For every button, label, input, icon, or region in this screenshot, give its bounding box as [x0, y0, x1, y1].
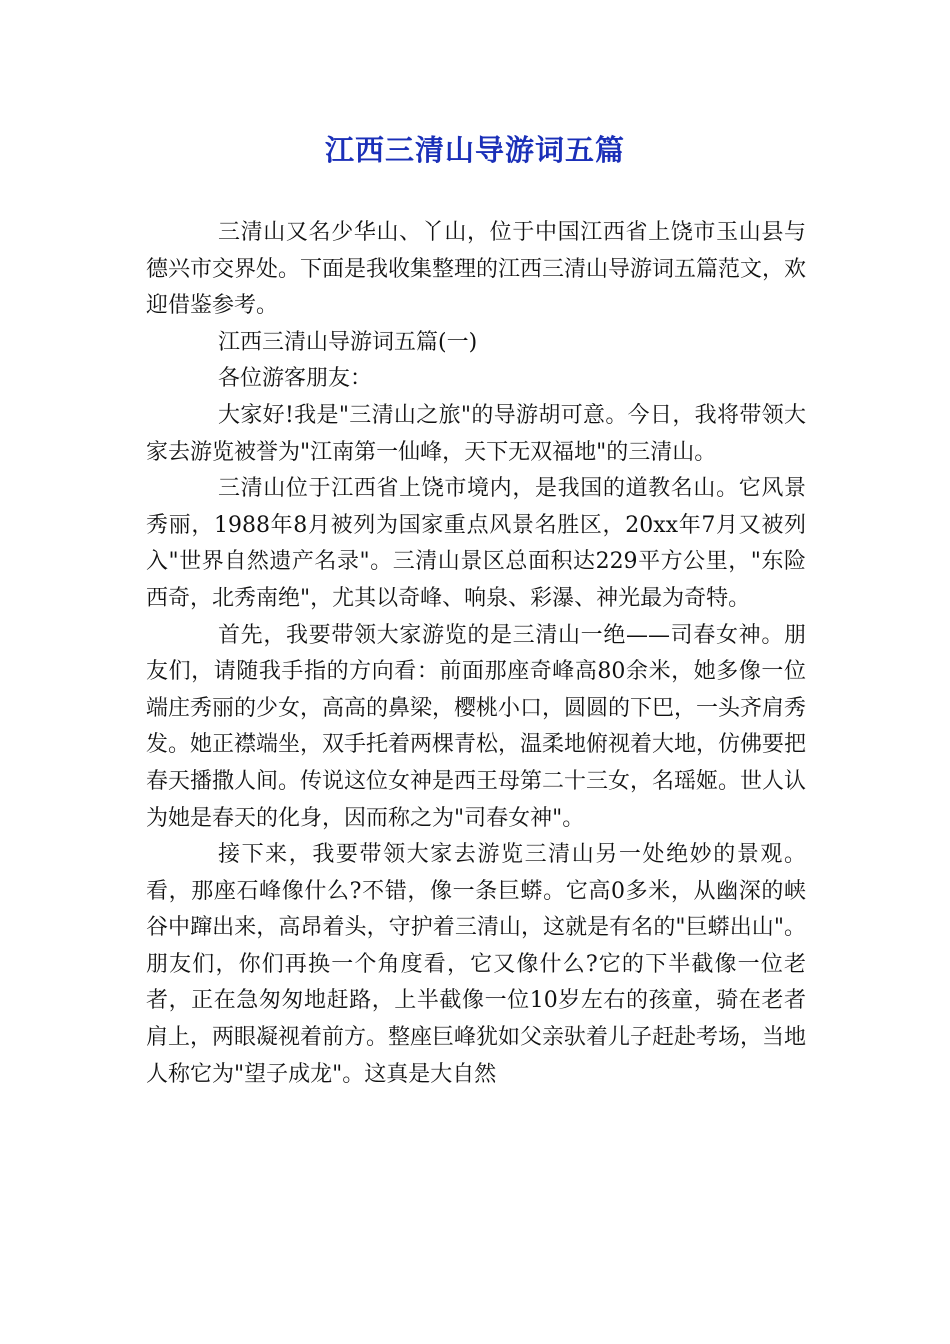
paragraph: 江西三清山导游词五篇(一)	[218, 329, 478, 355]
paragraph: 大家好!我是"三清山之旅"的导游胡可意。今日，我将带领大家去游览被誉为"江南第一仙峰，天下无双福地"的三清山。	[146, 402, 806, 465]
document-title: 江西三清山导游词五篇	[324, 133, 625, 167]
paragraph: 三清山位于江西省上饶市境内，是我国的道教名山。它风景秀丽，1988年8月被列为国家重点风景名胜区，20xx年7月又被列入"世界自然遗产名录"。三清山景区总面积达229平方公里，"东险西奇，北秀南绝"，尤其以奇峰、响泉、彩瀑、神光最为奇特。	[146, 476, 806, 611]
paragraph: 接下来，我要带领大家去游览三清山另一处绝妙的景观。看，那座石峰像什么?不错，像一条巨蟒。它高0多米，从幽深的峡谷中蹿出来，高昂着头，守护着三清山，这就是有名的"巨蟒出山"。朋友们，你们再换一个角度看，它又像什么?它的下半截像一位老者，正在急匆匆地赶路，上半截像一位10岁左右的孩童，骑在老者肩上，两眼凝视着前方。整座巨峰犹如父亲驮着儿子赶赴考场，当地人称它为"望子成龙"。这真是大自然	[146, 842, 807, 1087]
paragraph: 各位游客朋友：	[218, 366, 373, 392]
paragraph: 首先，我要带领大家游览的是三清山一绝——司春女神。朋友们，请随我手指的方向看：前面那座奇峰高80余米，她多像一位端庄秀丽的少女，高高的鼻梁，樱桃小口，圆圆的下巴，一头齐肩秀发。她正襟端坐，双手托着两棵青松，温柔地俯视着大地，仿佛要把春天播撒人间。传说这位女神是西王母第二十三女，名瑶姬。世人认为她是春天的化身，因而称之为"司春女神"。	[146, 622, 807, 831]
document-body	[146, 215, 806, 1093]
paragraph: 三清山又名少华山、丫山，位于中国江西省上饶市玉山县与德兴市交界处。下面是我收集整理的江西三清山导游词五篇范文，欢迎借鉴参考。	[146, 220, 807, 319]
